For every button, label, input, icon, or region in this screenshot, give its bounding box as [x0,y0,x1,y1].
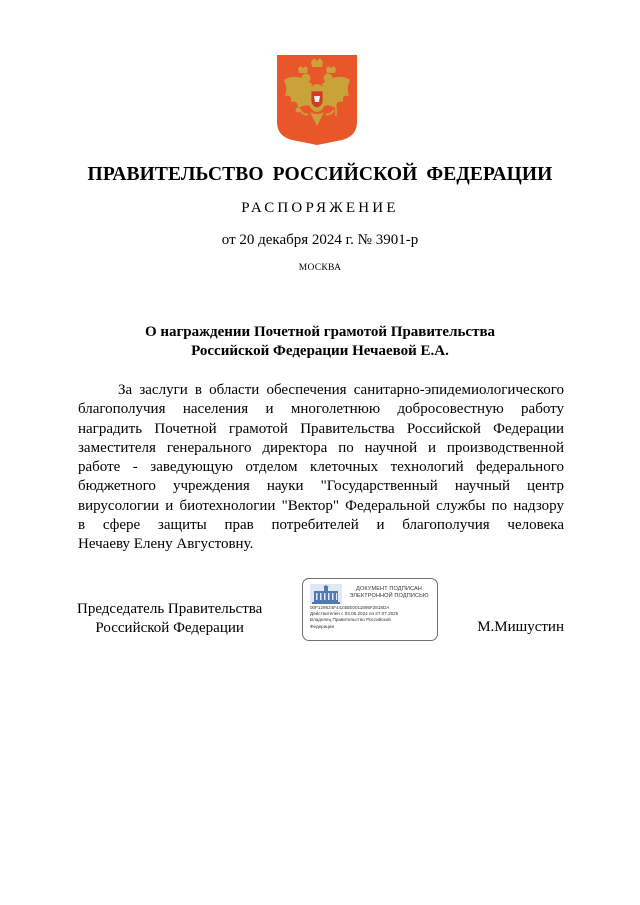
signer-name: М.Мишустин [477,619,564,635]
government-building-icon [310,584,342,604]
stamp-details [310,605,436,630]
body-line: бюджетного учреждения науки "Государственный научный центр [78,478,564,495]
document-date-number: от 20 декабря 2024 г. № 3901-р [221,232,419,248]
document-subject [60,323,580,361]
document-body [78,381,564,555]
body-line: благополучия населения и многолетнюю добросовестную работу [78,401,564,418]
subject-line: Российской Федерации Нечаевой Е.А. [191,343,449,359]
body-line: За заслуги в области обеспечения санитарно-эпидемиологического [118,382,564,398]
signer-position [77,600,262,638]
document-city: МОСКВА [298,263,342,273]
coat-of-arms-icon [276,54,358,146]
stamp-validity: Действителен с 03.05.2024 по 27.07.2025 [310,611,399,617]
subject-line: О награждении Почетной грамотой Правительства [144,324,496,340]
government-title: ПРАВИТЕЛЬСТВО РОССИЙСКОЙ ФЕДЕРАЦИИ [87,164,553,185]
body-line: наградить Почетной грамотой Правительства Российской Федерации [78,420,564,437]
signer-position-line: Российской Федерации [95,620,244,636]
body-line: работе - заведующую отделом клеточных технологий федерального [78,459,564,476]
stamp-title-line: ЭЛЕКТРОННОЙ ПОДПИСЬЮ [349,593,429,599]
signer-position-line: Председатель Правительства [77,601,263,617]
stamp-owner: Владелец Правительство Российской [310,617,391,623]
body-line: Нечаеву Елену Августовну. [78,536,254,553]
stamp-title-line: ДОКУМЕНТ ПОДПИСАН [356,586,422,592]
stamp-title [343,586,435,600]
body-line: заместителя генерального директора по научной и производственной [78,439,564,456]
document-type: РАСПОРЯЖЕНИЕ [241,200,399,216]
body-line: в сфере защиты прав потребителей и благополучия человека [78,517,564,534]
body-line: вирусологии и биотехнологии "Вектор" Федеральной службы по надзору [78,497,564,514]
stamp-owner: Федерации [310,623,335,629]
electronic-signature-stamp [302,578,438,641]
stamp-certificate: 00F129624F4424BE0011895F2818DA [310,605,390,610]
